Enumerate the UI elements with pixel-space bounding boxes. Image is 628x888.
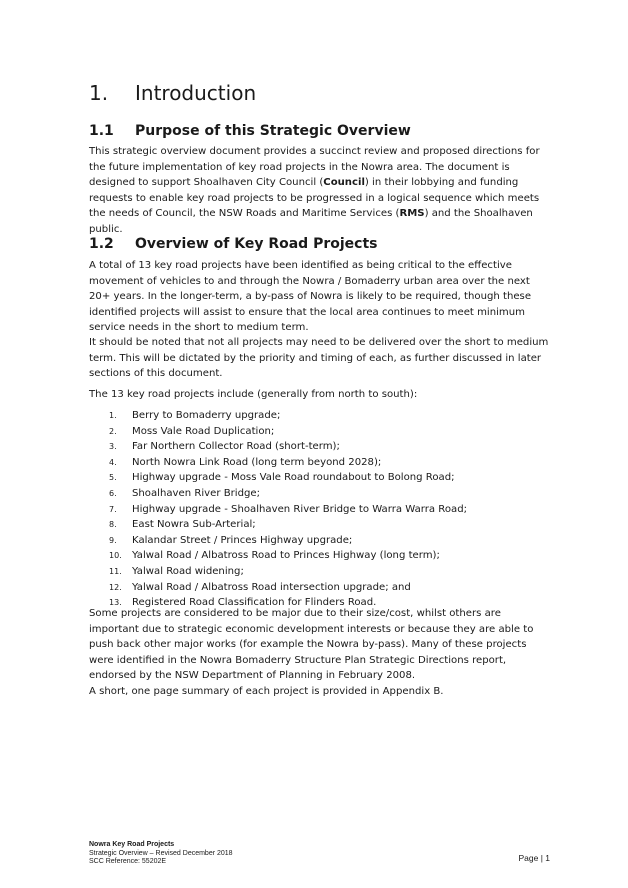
council-term: Council [323,177,365,188]
footer-subtitle: Strategic Overview – Revised December 2018 [89,849,233,857]
section-number: 1.2 [89,236,114,252]
section-heading-overview [89,236,377,252]
chapter-number: 1. [89,81,109,105]
overview-paragraph-1: A total of 13 key road projects have been identified as being critical to the effective movement of vehicles to and through the Nowra / Bomaderry urban area over the next 20+ years. In the longer-term, a by-pass of Nowra is likely to be required, though these identified projects will assist to ensure that the local area continues to meet minimum service needs in the short to medium term. [89,260,532,333]
list-item: 13. Registered Road Classification for Flinders Road. [109,597,377,609]
section-title: Purpose of this Strategic Overview [135,123,411,139]
list-item: 5. Highway upgrade - Moss Vale Road roundabout to Bolong Road; [109,472,455,484]
list-item: 2. Moss Vale Road Duplication; [109,425,275,437]
overview-paragraph-3: The 13 key road projects include (generally from north to south): [89,389,418,400]
section-number: 1.1 [89,123,114,139]
overview-paragraph-2: It should be noted that not all projects may need to be delivered over the short to medium term. This will be dictated by the priority and timing of each, as further discussed in later sections of this document. [89,337,549,379]
list-item: 11. Yalwal Road widening; [109,565,244,577]
footer-reference: SCC Reference: 55202E [89,858,167,865]
list-item: 3. Far Northern Collector Road (short-term); [109,441,340,453]
list-item: 1. Berry to Bomaderry upgrade; [109,410,281,421]
list-item: 8. East Nowra Sub-Arterial; [109,519,256,531]
overview-paragraph-4: Some projects are considered to be major due to their size/cost, whilst others are important due to strategic economic development interests or because they are able to push back other major works (for example the Nowra by-pass). Many of these projects were identified in the Nowra Bomaderry Structure Plan Strategic Directions report, endorsed by the NSW Department of Planning in February 2008. [89,608,534,681]
project-list [109,408,467,611]
section-title: Overview of Key Road Projects [135,236,378,252]
list-item: 7. Highway upgrade - Shoalhaven River Bridge to Warra Warra Road; [109,503,467,515]
list-item: 10. Yalwal Road / Albatross Road to Princes Highway (long term); [109,550,440,562]
list-item: 9. Kalandar Street / Princes Highway upgrade; [109,534,353,546]
footer-info [89,841,233,867]
list-item: 4. North Nowra Link Road (long term beyond 2028); [109,456,382,468]
footer-title: Nowra Key Road Projects [89,841,175,848]
rms-term: RMS [399,208,425,219]
list-item: 12. Yalwal Road / Albatross Road intersection upgrade; and [109,581,411,593]
purpose-paragraph: This strategic overview document provides a succinct review and proposed directions for the future implementation of key road projects in the Nowra area. The document is designed to support Shoalhaven City Council (Council) in their lobbying and funding requests to enable key road projects to be progressed in a logical sequence which meets the needs of Council, the NSW Roads and Maritime Services (RMS) and the Shoalhaven public. [89,146,540,235]
overview-paragraph-5: A short, one page summary of each project is provided in Appendix B. [89,686,444,697]
section-heading-purpose [89,123,411,139]
page-number: Page | 1 [518,853,550,863]
chapter-title: Introduction [135,81,257,105]
chapter-heading [89,81,256,105]
list-item: 6. Shoalhaven River Bridge; [109,487,261,499]
